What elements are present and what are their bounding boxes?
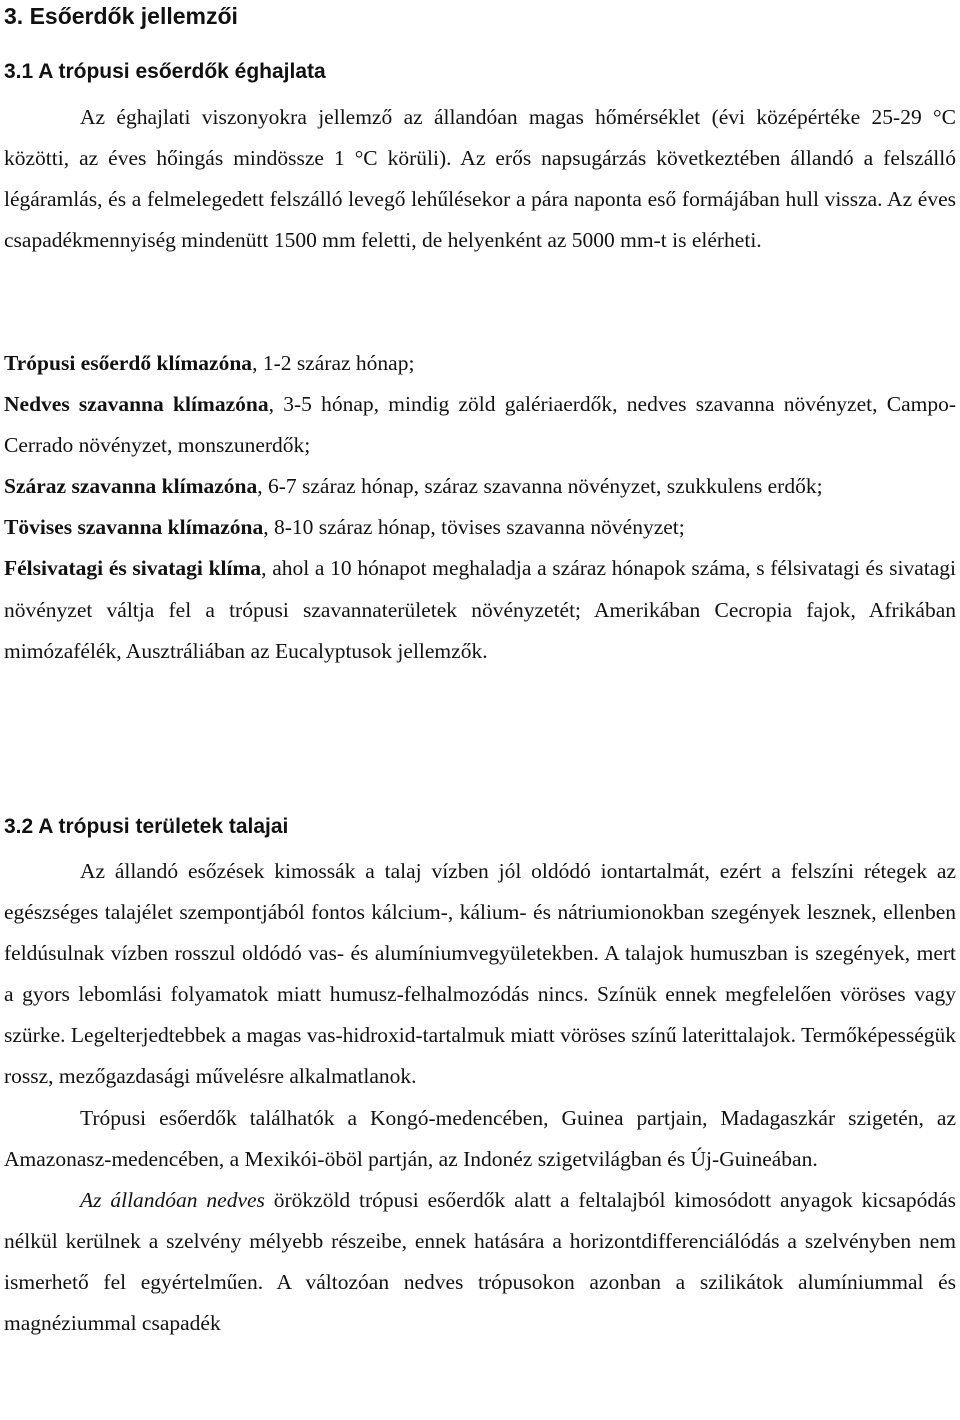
zone-item [4,343,956,384]
italic-phrase: Az állandóan nedves [80,1187,265,1212]
zone-description: , ahol a 10 hónapot meghaladja a száraz hónapok száma, s félsivatagi és sivatagi növényzet váltja fel a trópusi szavannaterületek növényzetét; Amerikában Cecropia fajok, Afrikában mimózafélék, Ausztráliában az Eucalyptusok jellemzők. [4,556,956,663]
zone-description: , 3-5 hónap, mindig zöld galériaerdők, nedves szavanna növényzet, Campo-Cerrado növényzet, monszunerdők; [4,392,956,458]
rainforest-locations-paragraph: Trópusi esőerdők találhatók a Kongó-medencében, Guinea partjain, Madagaszkár szigetén, az Amazonasz-medencében, a Mexikói-öböl partján, az Indonéz szigetvilágban és Új-Guineában. [4,1105,956,1171]
leaching-text: örökzöld trópusi esőerdők alatt a feltalajból kimosódott anyagok kicsapódás nélkül kerülnek a szelvény mélyebb részeibe, ennek hatására a horizontdifferenciálódás a szelvényben nem ismerhető fel egyértelműen. A változóan nedves trópusokon azonban a szilikátok alumíniummal és magnéziummal csapadék [4,1187,956,1336]
zone-description: , 8-10 száraz hónap, tövises szavanna növényzet; [263,515,685,540]
zone-item [4,507,956,548]
chapter-heading: 3. Esőerdők jellemzői [4,3,238,29]
zone-item [4,384,956,466]
climate-text-block [4,97,956,261]
zone-name: Félsivatagi és sivatagi klíma [4,556,262,581]
zone-name: Tövises szavanna klímazóna [4,515,264,540]
soils-paragraph: Az állandó esőzések kimossák a talaj vízben jól oldódó iontartalmát, ezért a felszíni rétegek az egészséges talajélet szempontjából fontos kálcium-, kálium- és nátriumionokban szegények lesznek, ellenben feldúsulnak vízben rosszul oldódó vas- és alumíniumvegyületekben. A talajok humuszban is szegények, mert a gyors lebomlási folyamatok miatt humusz-felhalmozódás nincs. Színük ennek megfelelően vöröses vagy szürke. Legelterjedtebbek a magas vas-hidroxid-tartalmuk miatt vöröses színű laterittalajok. Termőképességük rossz, mezőgazdasági művelésre alkalmatlanok. [4,859,956,1089]
climate-zones-list [4,343,956,672]
climate-paragraph: Az éghajlati viszonyokra jellemző az állandóan magas hőmérséklet (évi középértéke 25-29 °C közötti, az éves hőingás mindössze 1 °C körüli). Az erős napsugárzás következtében állandó a felszálló légáramlás, és a felmelegedett felszálló levegő lehűlésekor a pára naponta eső formájában hull vissza. Az éves csapadékmennyiség mindenütt 1500 mm feletti, de helyenként az 5000 mm-t is elérheti. [4,105,956,253]
section-heading-climate: 3.1 A trópusi esőerdők éghajlata [4,60,326,83]
zone-name: Száraz szavanna klímazóna [4,474,258,499]
zone-item [4,548,956,671]
zone-item [4,466,956,507]
soils-text-block [4,851,956,1344]
zone-name: Nedves szavanna klímazóna [4,392,269,417]
zone-name: Trópusi esőerdő klímazóna [4,351,253,375]
zone-description: , 1-2 száraz hónap; [252,351,415,375]
zone-description: , 6-7 száraz hónap, száraz szavanna növényzet, szukkulens erdők; [257,474,823,499]
leaching-paragraph [4,1180,956,1344]
section-heading-soils: 3.2 A trópusi területek talajai [4,815,289,838]
